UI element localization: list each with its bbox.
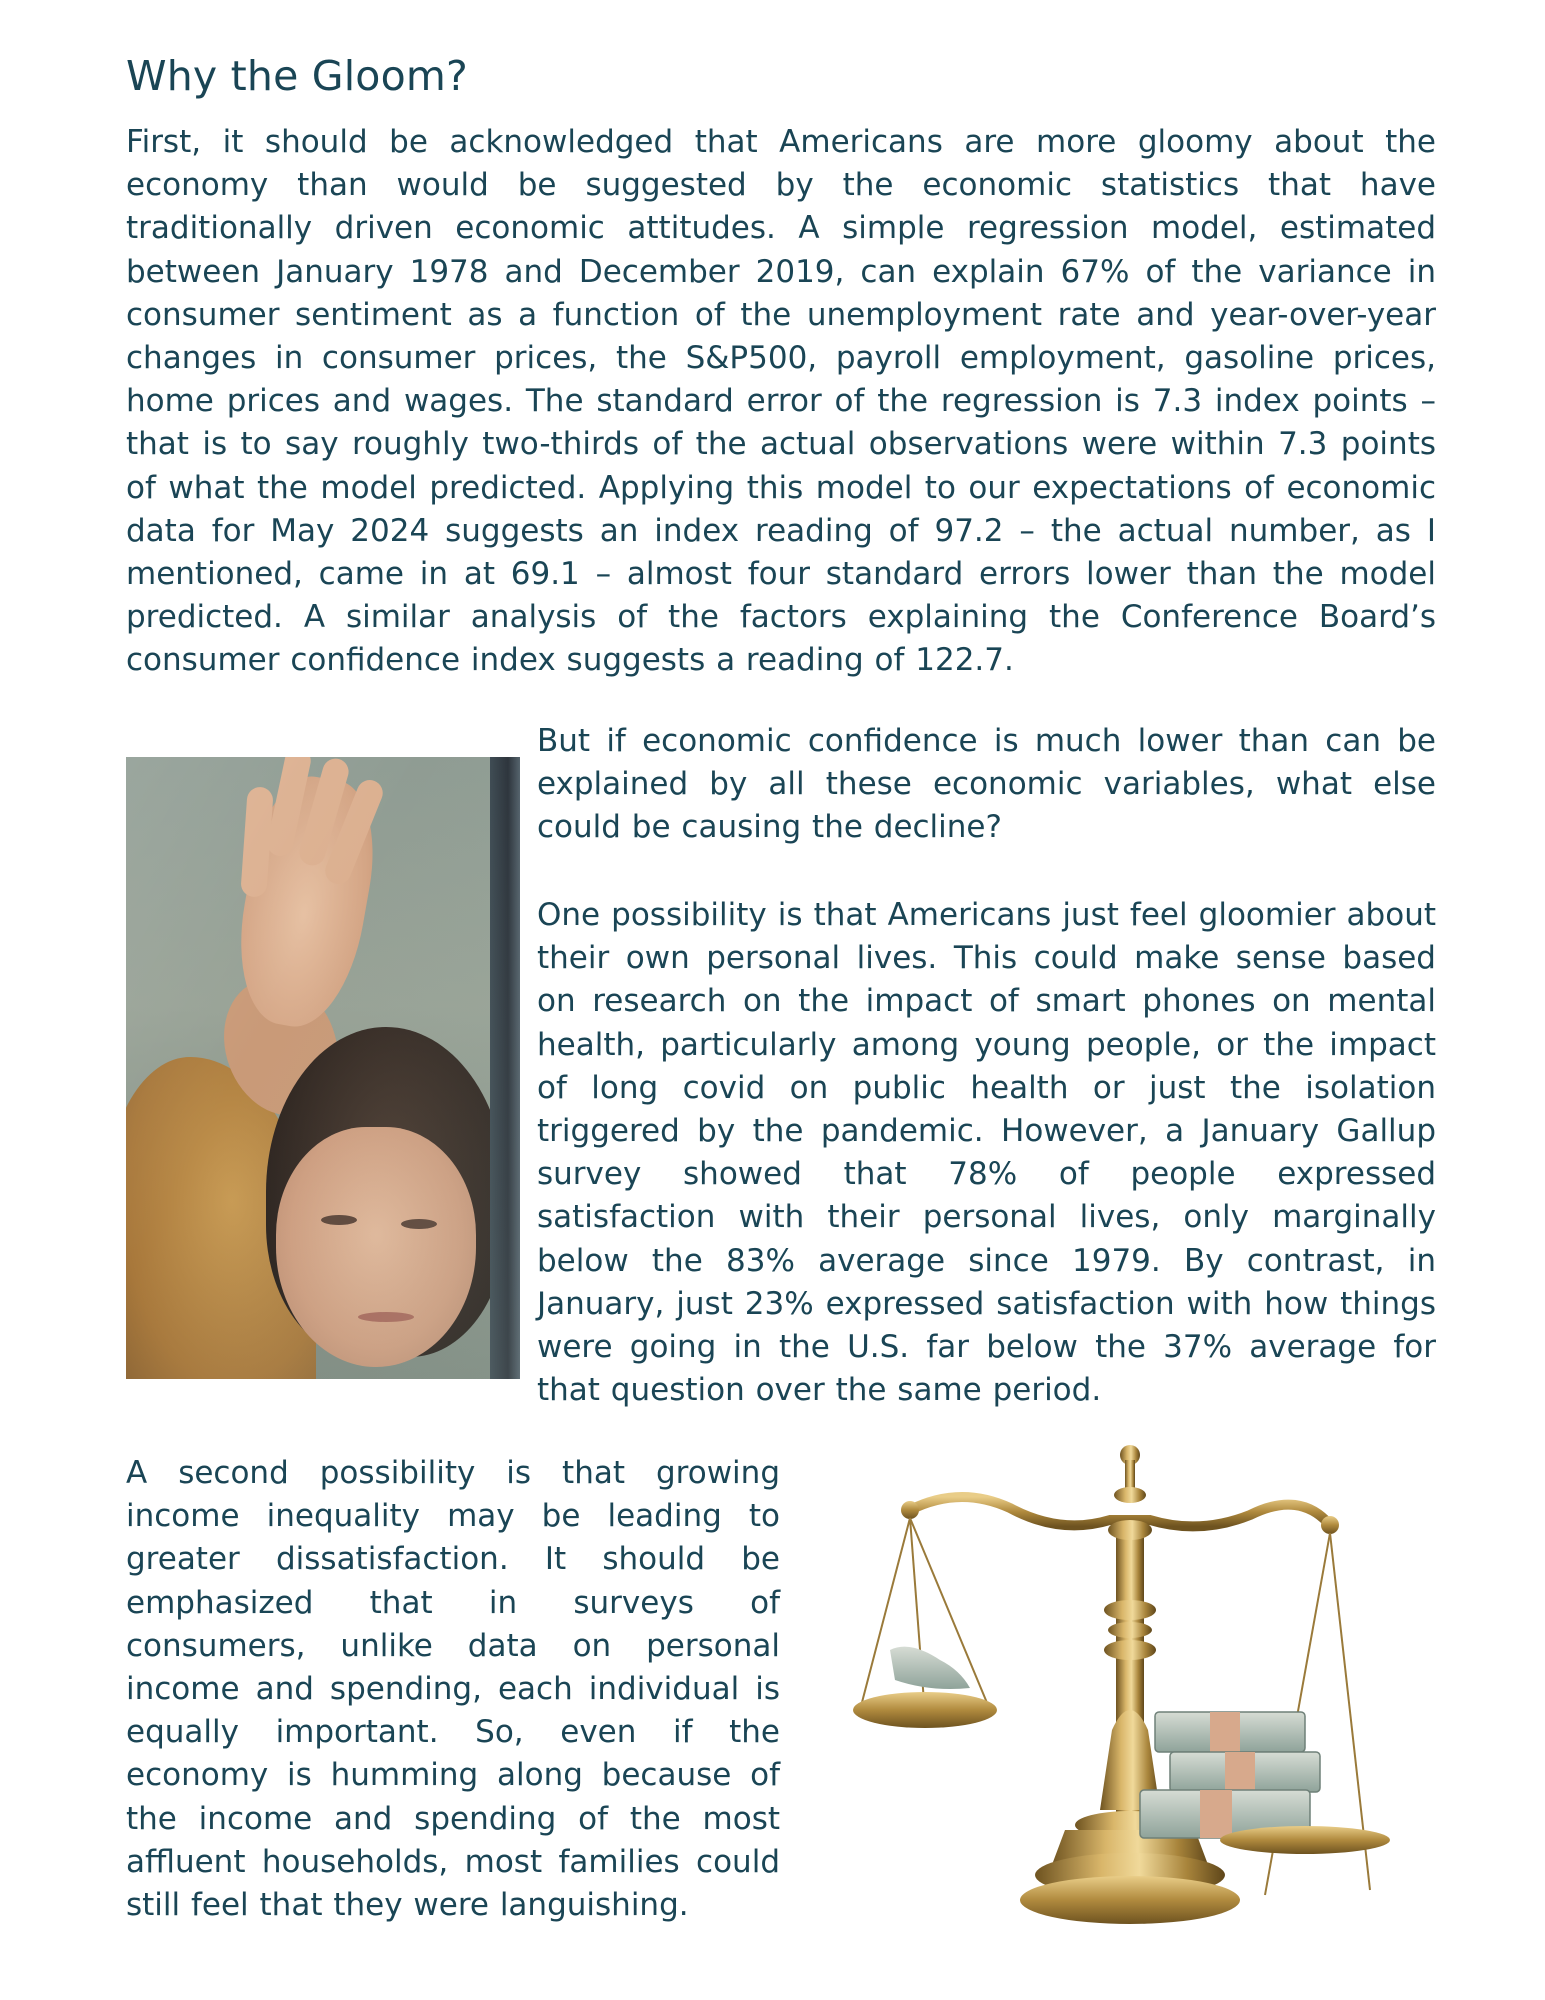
paragraph-income-inequality: A second possibility is that growing income inequality may be leading to greater dissatisfaction. It should be emphasized that in surveys of consumers, unlike data on personal income and spending, each individual is equally important. So, even if the economy is humming along because of the income and spending of the most affluent households, most families could still feel that they were languishing. <box>126 1455 780 1924</box>
paragraph-regression-model: First, it should be acknowledged that Americans are more gloomy about the economy than would be suggested by the economic statistics that have traditionally driven economic attitudes. A simple regression model, estimated between January 1978 and December 2019, can explain 67% of the variance in consumer sentiment as a function of the unemployment rate and year-over-year changes in consumer prices, the S&P500, payroll employment, gasoline prices, home prices and wages. The standard error of the regression is 7.3 index points – that is to say roughly two-thirds of the actual observations were within 7.3 points of what the model predicted. Applying this model to our expectations of economic data for May 2024 suggests an index reading of 97.2 – the actual number, as I mentioned, came in at 69.1 – almost four standard errors lower than the model predicted. A similar analysis of the factors explaining the Conference Board’s consumer confidence index suggests a reading of 122.7. <box>126 124 1436 679</box>
paragraph-personal-lives: One possibility is that Americans just feel gloomier about their own personal lives. This could make sense based on research on the impact of smart phones on mental health, particularly among young people, or the impact of long covid on public health or just the isolation triggered by the pandemic. However, a January Gallup survey showed that 78% of people expressed satisfaction with their personal lives, only marginally below the 83% average since 1979. By contrast, in January, just 23% expressed satisfaction with how things were going in the U.S. far below the 37% average for that question over the same period. <box>537 897 1436 1409</box>
scales-with-money-illustration <box>850 1430 1410 1950</box>
paragraph-question: But if economic confidence is much lower than can be explained by all these economic variables, what else could be causing the decline? <box>537 723 1436 846</box>
woman-at-window-photo <box>126 757 520 1379</box>
page-title: Why the Gloom? <box>126 52 468 100</box>
